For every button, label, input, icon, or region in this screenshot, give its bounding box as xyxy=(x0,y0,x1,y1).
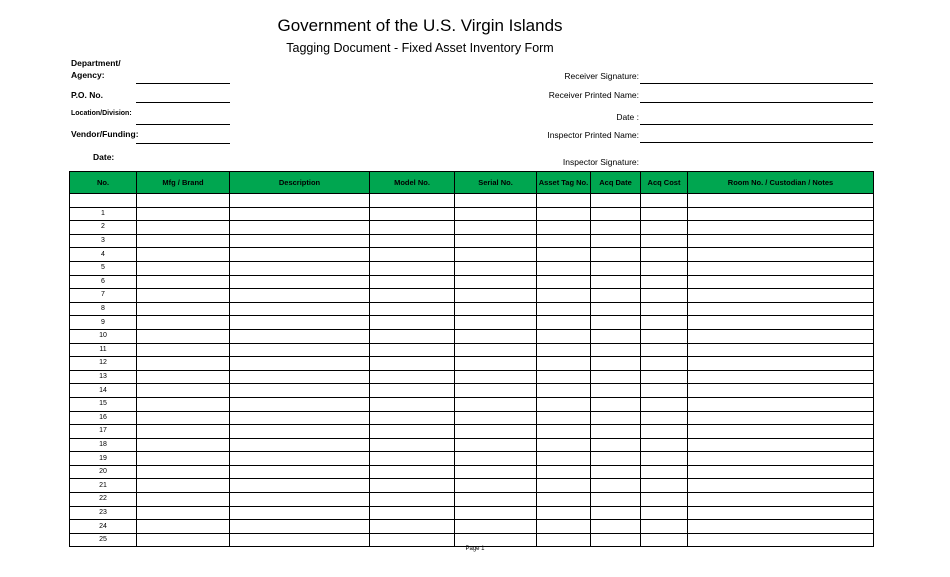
table-cell[interactable] xyxy=(137,248,230,262)
table-row xyxy=(70,384,874,398)
col-header-mfg-brand: Mfg / Brand xyxy=(137,172,230,194)
table-cell[interactable] xyxy=(688,343,874,357)
table-cell[interactable] xyxy=(537,452,591,466)
spacer-cell xyxy=(455,194,537,208)
table-cell[interactable] xyxy=(137,411,230,425)
table-row xyxy=(70,520,874,534)
table-cell[interactable] xyxy=(591,438,641,452)
row-number: 16 xyxy=(70,411,137,425)
table-cell[interactable] xyxy=(370,438,455,452)
table-cell[interactable] xyxy=(230,261,370,275)
table-cell[interactable] xyxy=(641,302,688,316)
table-cell[interactable] xyxy=(370,343,455,357)
table-cell[interactable] xyxy=(688,329,874,343)
department-label-line2: Agency: xyxy=(71,70,105,80)
table-cell[interactable] xyxy=(137,465,230,479)
table-cell[interactable] xyxy=(230,370,370,384)
table-cell[interactable] xyxy=(230,316,370,330)
row-number: 22 xyxy=(70,493,137,507)
row-number: 4 xyxy=(70,248,137,262)
table-row xyxy=(70,248,874,262)
spacer-cell xyxy=(137,194,230,208)
inspector-printed-name-field[interactable] xyxy=(640,142,873,143)
spacer-cell xyxy=(230,194,370,208)
row-number: 17 xyxy=(70,425,137,439)
row-number: 3 xyxy=(70,234,137,248)
col-header-acq-cost: Acq Cost xyxy=(641,172,688,194)
table-cell[interactable] xyxy=(370,275,455,289)
table-cell[interactable] xyxy=(137,452,230,466)
table-cell[interactable] xyxy=(230,397,370,411)
table-cell[interactable] xyxy=(688,289,874,303)
vendor-label: Vendor/Funding: xyxy=(71,129,139,139)
table-cell[interactable] xyxy=(688,438,874,452)
table-cell[interactable] xyxy=(370,207,455,221)
table-cell[interactable] xyxy=(370,425,455,439)
table-cell[interactable] xyxy=(370,289,455,303)
table-cell[interactable] xyxy=(537,234,591,248)
po-field[interactable] xyxy=(136,102,230,103)
table-cell[interactable] xyxy=(455,357,537,371)
table-cell[interactable] xyxy=(591,316,641,330)
row-number: 23 xyxy=(70,506,137,520)
receiver-printed-name-label: Receiver Printed Name: xyxy=(548,90,639,100)
table-cell[interactable] xyxy=(591,452,641,466)
spacer-cell xyxy=(537,194,591,208)
table-cell[interactable] xyxy=(370,452,455,466)
table-row xyxy=(70,479,874,493)
table-row xyxy=(70,533,874,547)
table-cell[interactable] xyxy=(455,275,537,289)
table-cell[interactable] xyxy=(455,533,537,547)
table-cell[interactable] xyxy=(537,520,591,534)
row-number: 21 xyxy=(70,479,137,493)
table-cell[interactable] xyxy=(230,465,370,479)
table-cell[interactable] xyxy=(455,343,537,357)
table-cell[interactable] xyxy=(641,275,688,289)
table-cell[interactable] xyxy=(591,329,641,343)
table-header-row xyxy=(70,172,874,194)
row-number: 13 xyxy=(70,370,137,384)
table-cell[interactable] xyxy=(688,452,874,466)
table-cell[interactable] xyxy=(591,289,641,303)
table-cell[interactable] xyxy=(370,493,455,507)
table-cell[interactable] xyxy=(537,289,591,303)
location-label: Location/Division: xyxy=(71,110,132,117)
table-cell[interactable] xyxy=(455,370,537,384)
row-number: 19 xyxy=(70,452,137,466)
row-number: 6 xyxy=(70,275,137,289)
table-cell[interactable] xyxy=(537,316,591,330)
row-number: 18 xyxy=(70,438,137,452)
table-row xyxy=(70,452,874,466)
table-cell[interactable] xyxy=(688,506,874,520)
table-cell[interactable] xyxy=(137,533,230,547)
table-cell[interactable] xyxy=(641,397,688,411)
table-cell[interactable] xyxy=(370,302,455,316)
table-cell[interactable] xyxy=(370,520,455,534)
table-cell[interactable] xyxy=(230,506,370,520)
table-cell[interactable] xyxy=(688,384,874,398)
table-cell[interactable] xyxy=(230,411,370,425)
table-cell[interactable] xyxy=(455,452,537,466)
table-cell[interactable] xyxy=(688,479,874,493)
row-number: 20 xyxy=(70,465,137,479)
table-row xyxy=(70,425,874,439)
row-number: 12 xyxy=(70,357,137,371)
table-cell[interactable] xyxy=(370,397,455,411)
table-cell[interactable] xyxy=(455,221,537,235)
table-row xyxy=(70,302,874,316)
date-label-left: Date: xyxy=(93,152,115,162)
col-header-model-no: Model No. xyxy=(370,172,455,194)
form-subtitle: Tagging Document - Fixed Asset Inventory Form xyxy=(286,41,554,55)
table-cell[interactable] xyxy=(537,384,591,398)
table-cell[interactable] xyxy=(455,316,537,330)
table-cell[interactable] xyxy=(591,425,641,439)
table-cell[interactable] xyxy=(591,221,641,235)
table-cell[interactable] xyxy=(230,234,370,248)
table-cell[interactable] xyxy=(688,533,874,547)
table-cell[interactable] xyxy=(537,425,591,439)
col-header-acq-date: Acq Date xyxy=(591,172,641,194)
table-cell[interactable] xyxy=(137,261,230,275)
row-number: 7 xyxy=(70,289,137,303)
table-cell[interactable] xyxy=(537,370,591,384)
table-cell[interactable] xyxy=(591,343,641,357)
col-header-notes: Room No. / Custodian / Notes xyxy=(688,172,874,194)
table-cell[interactable] xyxy=(641,343,688,357)
row-number: 8 xyxy=(70,302,137,316)
table-cell[interactable] xyxy=(137,520,230,534)
table-cell[interactable] xyxy=(537,302,591,316)
table-cell[interactable] xyxy=(641,370,688,384)
table-cell[interactable] xyxy=(370,234,455,248)
table-cell[interactable] xyxy=(137,438,230,452)
table-cell[interactable] xyxy=(370,316,455,330)
table-cell[interactable] xyxy=(688,357,874,371)
table-cell[interactable] xyxy=(370,329,455,343)
table-row xyxy=(70,234,874,248)
table-cell[interactable] xyxy=(537,261,591,275)
table-cell[interactable] xyxy=(370,221,455,235)
table-cell[interactable] xyxy=(537,397,591,411)
table-cell[interactable] xyxy=(370,384,455,398)
table-row xyxy=(70,289,874,303)
table-row xyxy=(70,397,874,411)
table-cell[interactable] xyxy=(137,425,230,439)
table-cell[interactable] xyxy=(455,397,537,411)
table-body xyxy=(70,194,874,547)
table-cell[interactable] xyxy=(537,438,591,452)
table-cell[interactable] xyxy=(230,275,370,289)
table-cell[interactable] xyxy=(137,207,230,221)
table-cell[interactable] xyxy=(370,411,455,425)
row-number: 11 xyxy=(70,343,137,357)
form-title: Government of the U.S. Virgin Islands xyxy=(277,16,563,35)
table-cell[interactable] xyxy=(688,221,874,235)
table-cell[interactable] xyxy=(591,506,641,520)
table-cell[interactable] xyxy=(230,343,370,357)
table-cell[interactable] xyxy=(641,207,688,221)
table-cell[interactable] xyxy=(537,465,591,479)
table-row xyxy=(70,221,874,235)
table-cell[interactable] xyxy=(455,411,537,425)
table-cell[interactable] xyxy=(230,329,370,343)
table-cell[interactable] xyxy=(455,207,537,221)
table-cell[interactable] xyxy=(230,207,370,221)
table-cell[interactable] xyxy=(230,438,370,452)
receiver-signature-field[interactable] xyxy=(640,83,873,84)
table-cell[interactable] xyxy=(230,493,370,507)
department-field[interactable] xyxy=(136,83,230,84)
table-row xyxy=(70,329,874,343)
table-cell[interactable] xyxy=(455,248,537,262)
table-cell[interactable] xyxy=(641,329,688,343)
table-cell[interactable] xyxy=(230,221,370,235)
table-cell[interactable] xyxy=(455,302,537,316)
spacer-cell xyxy=(641,194,688,208)
table-cell[interactable] xyxy=(641,438,688,452)
inventory-table xyxy=(69,171,874,547)
row-number: 10 xyxy=(70,329,137,343)
table-cell[interactable] xyxy=(537,207,591,221)
table-cell[interactable] xyxy=(688,316,874,330)
table-cell[interactable] xyxy=(641,289,688,303)
table-cell[interactable] xyxy=(688,248,874,262)
table-cell[interactable] xyxy=(537,493,591,507)
table-cell[interactable] xyxy=(455,438,537,452)
table-cell[interactable] xyxy=(137,397,230,411)
table-cell[interactable] xyxy=(455,506,537,520)
row-number: 15 xyxy=(70,397,137,411)
table-cell[interactable] xyxy=(537,248,591,262)
row-number: 25 xyxy=(70,533,137,547)
table-spacer-row xyxy=(70,194,874,208)
table-cell[interactable] xyxy=(688,425,874,439)
table-cell[interactable] xyxy=(137,479,230,493)
table-cell[interactable] xyxy=(230,384,370,398)
table-cell[interactable] xyxy=(455,493,537,507)
row-number: 24 xyxy=(70,520,137,534)
table-row xyxy=(70,493,874,507)
col-header-no: No. xyxy=(70,172,137,194)
table-cell[interactable] xyxy=(591,533,641,547)
table-cell[interactable] xyxy=(688,302,874,316)
table-cell[interactable] xyxy=(230,302,370,316)
table-cell[interactable] xyxy=(537,343,591,357)
date-label-right: Date : xyxy=(616,112,639,122)
table-cell[interactable] xyxy=(537,221,591,235)
table-row xyxy=(70,316,874,330)
table-cell[interactable] xyxy=(688,493,874,507)
table-cell[interactable] xyxy=(641,261,688,275)
table-cell[interactable] xyxy=(370,370,455,384)
table-cell[interactable] xyxy=(230,479,370,493)
table-row xyxy=(70,343,874,357)
table-cell[interactable] xyxy=(641,479,688,493)
table-cell[interactable] xyxy=(137,275,230,289)
col-header-description: Description xyxy=(230,172,370,194)
table-cell[interactable] xyxy=(688,397,874,411)
table-cell[interactable] xyxy=(370,465,455,479)
table-cell[interactable] xyxy=(137,343,230,357)
table-cell[interactable] xyxy=(137,316,230,330)
table-cell[interactable] xyxy=(641,465,688,479)
inspector-printed-name-label: Inspector Printed Name: xyxy=(547,130,639,140)
col-header-asset-tag-no: Asset Tag No. xyxy=(537,172,591,194)
row-number: 5 xyxy=(70,261,137,275)
table-row xyxy=(70,506,874,520)
table-cell[interactable] xyxy=(641,357,688,371)
table-cell[interactable] xyxy=(537,533,591,547)
table-row xyxy=(70,275,874,289)
table-cell[interactable] xyxy=(591,520,641,534)
po-label: P.O. No. xyxy=(71,90,103,100)
table-cell[interactable] xyxy=(455,329,537,343)
table-cell[interactable] xyxy=(370,248,455,262)
table-cell[interactable] xyxy=(137,506,230,520)
page-number: Page 1 xyxy=(465,546,485,552)
table-cell[interactable] xyxy=(688,520,874,534)
table-cell[interactable] xyxy=(537,357,591,371)
table-row xyxy=(70,207,874,221)
table-cell[interactable] xyxy=(537,329,591,343)
table-cell[interactable] xyxy=(455,479,537,493)
inspector-signature-label: Inspector Signature: xyxy=(562,157,639,167)
table-cell[interactable] xyxy=(688,207,874,221)
table-cell[interactable] xyxy=(455,289,537,303)
table-cell[interactable] xyxy=(137,302,230,316)
table-cell[interactable] xyxy=(537,275,591,289)
location-field[interactable] xyxy=(136,124,230,125)
table-row xyxy=(70,465,874,479)
table-cell[interactable] xyxy=(688,411,874,425)
table-cell[interactable] xyxy=(455,384,537,398)
table-cell[interactable] xyxy=(688,370,874,384)
table-cell[interactable] xyxy=(137,221,230,235)
table-cell[interactable] xyxy=(137,370,230,384)
table-row xyxy=(70,357,874,371)
col-header-serial-no: Serial No. xyxy=(455,172,537,194)
table-cell[interactable] xyxy=(641,316,688,330)
row-number: 9 xyxy=(70,316,137,330)
date-field-right[interactable] xyxy=(640,124,873,125)
department-label xyxy=(71,57,121,81)
table-cell[interactable] xyxy=(591,465,641,479)
table-cell[interactable] xyxy=(641,234,688,248)
table-cell[interactable] xyxy=(641,452,688,466)
table-cell[interactable] xyxy=(137,234,230,248)
row-number: 14 xyxy=(70,384,137,398)
table-cell[interactable] xyxy=(641,425,688,439)
spacer-cell xyxy=(370,194,455,208)
table-cell[interactable] xyxy=(230,289,370,303)
table-cell[interactable] xyxy=(591,275,641,289)
table-cell[interactable] xyxy=(137,357,230,371)
table-row xyxy=(70,411,874,425)
table-cell[interactable] xyxy=(591,234,641,248)
table-cell[interactable] xyxy=(591,479,641,493)
vendor-field[interactable] xyxy=(136,143,230,144)
table-cell[interactable] xyxy=(688,234,874,248)
table-row xyxy=(70,261,874,275)
table-cell[interactable] xyxy=(137,329,230,343)
table-cell[interactable] xyxy=(641,533,688,547)
table-cell[interactable] xyxy=(641,506,688,520)
table-cell[interactable] xyxy=(230,357,370,371)
table-cell[interactable] xyxy=(537,479,591,493)
table-cell[interactable] xyxy=(641,221,688,235)
table-cell[interactable] xyxy=(455,261,537,275)
table-cell[interactable] xyxy=(591,357,641,371)
table-cell[interactable] xyxy=(455,465,537,479)
table-cell[interactable] xyxy=(455,425,537,439)
table-cell[interactable] xyxy=(688,261,874,275)
table-cell[interactable] xyxy=(591,207,641,221)
spacer-cell xyxy=(591,194,641,208)
table-cell[interactable] xyxy=(688,465,874,479)
spacer-cell xyxy=(70,194,137,208)
table-cell[interactable] xyxy=(591,411,641,425)
table-cell[interactable] xyxy=(137,289,230,303)
table-cell[interactable] xyxy=(641,520,688,534)
table-cell[interactable] xyxy=(591,384,641,398)
row-number: 1 xyxy=(70,207,137,221)
table-cell[interactable] xyxy=(641,384,688,398)
table-cell[interactable] xyxy=(370,357,455,371)
table-cell[interactable] xyxy=(591,493,641,507)
table-cell[interactable] xyxy=(230,533,370,547)
table-cell[interactable] xyxy=(370,533,455,547)
table-cell[interactable] xyxy=(370,261,455,275)
table-cell[interactable] xyxy=(591,397,641,411)
table-cell[interactable] xyxy=(688,275,874,289)
table-cell[interactable] xyxy=(137,384,230,398)
spacer-cell xyxy=(688,194,874,208)
table-cell[interactable] xyxy=(370,479,455,493)
table-cell[interactable] xyxy=(137,493,230,507)
table-cell[interactable] xyxy=(591,248,641,262)
table-cell[interactable] xyxy=(230,248,370,262)
table-cell[interactable] xyxy=(591,370,641,384)
table-cell[interactable] xyxy=(537,506,591,520)
table-cell[interactable] xyxy=(537,411,591,425)
table-cell[interactable] xyxy=(370,506,455,520)
table-cell[interactable] xyxy=(641,493,688,507)
table-cell[interactable] xyxy=(641,248,688,262)
row-number: 2 xyxy=(70,221,137,235)
table-row xyxy=(70,438,874,452)
table-row xyxy=(70,370,874,384)
table-cell[interactable] xyxy=(230,425,370,439)
receiver-printed-name-field[interactable] xyxy=(640,102,873,103)
table-cell[interactable] xyxy=(591,261,641,275)
table-cell[interactable] xyxy=(591,302,641,316)
receiver-signature-label: Receiver Signature: xyxy=(564,71,639,81)
department-label-line1: Department/ xyxy=(71,58,121,68)
table-cell[interactable] xyxy=(455,520,537,534)
table-cell[interactable] xyxy=(230,520,370,534)
table-cell[interactable] xyxy=(455,234,537,248)
table-cell[interactable] xyxy=(230,452,370,466)
table-cell[interactable] xyxy=(641,411,688,425)
